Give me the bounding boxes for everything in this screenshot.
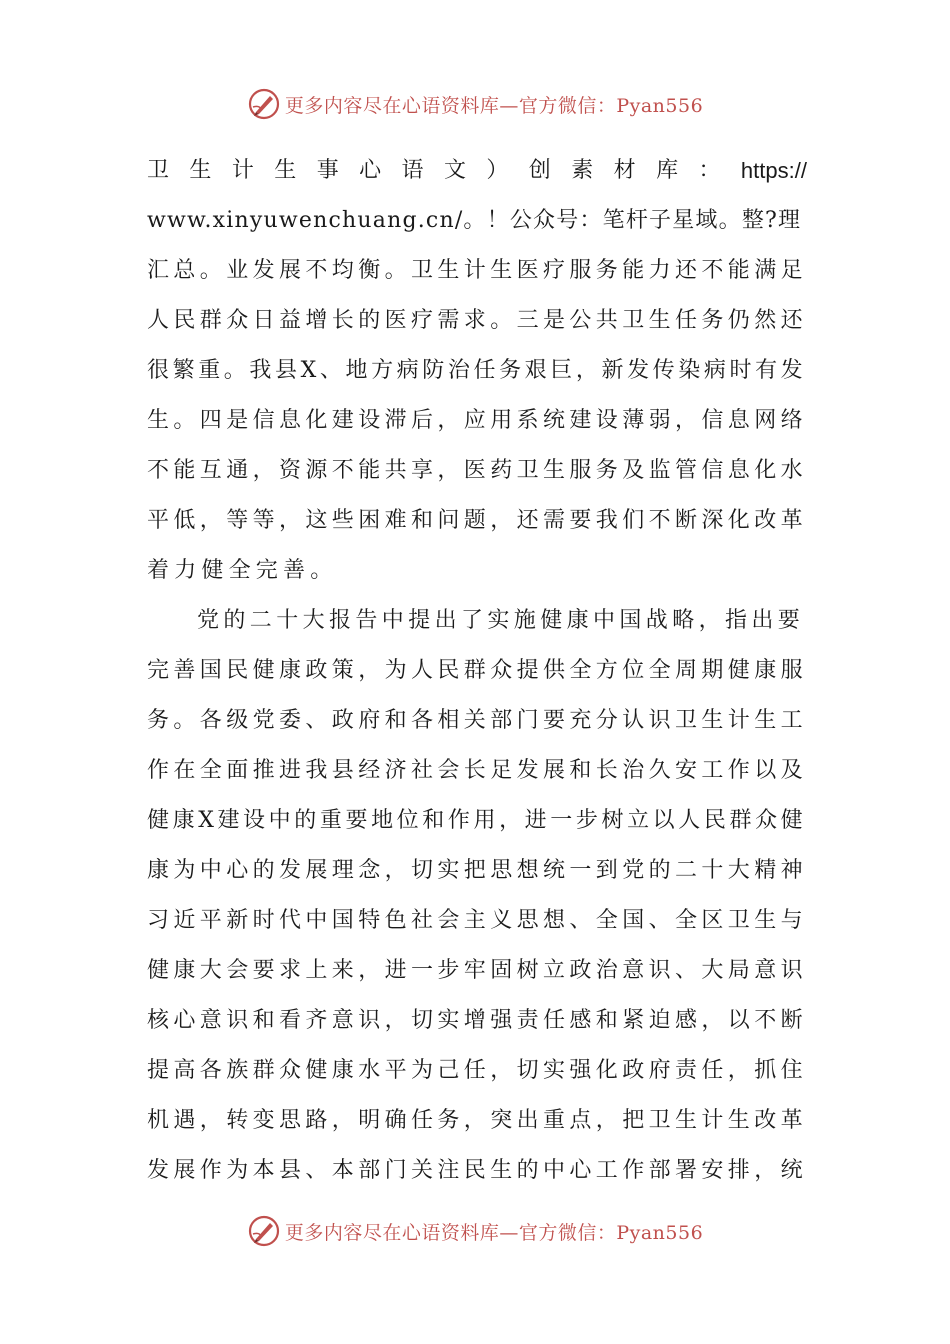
- url-fragment: https://: [740, 158, 807, 183]
- pen-logo-icon: [247, 87, 281, 121]
- text-char: 库: [656, 158, 679, 183]
- text-line: 健康大会要求上来，进一步牢固树立政治意识、大局意识: [147, 958, 807, 983]
- text-line: 生。四是信息化建设滞后，应用系统建设薄弱，信息网络: [147, 408, 807, 433]
- pen-logo-icon: [247, 1214, 281, 1248]
- banner-text: 更多内容尽在心语资料库—官方微信：Pyan556: [284, 94, 704, 117]
- text-line: www.xinyuwenchuang.cn/。！公众号：笔杆子星域。整?理: [147, 208, 802, 233]
- text-line: 完善国民健康政策，为人民群众提供全方位全周期健康服: [147, 658, 807, 683]
- text-line: 平低，等等，这些困难和问题，还需要我们不断深化改革: [147, 508, 807, 533]
- text-line: 很繁重。我县X、地方病防治任务艰巨，新发传染病时有发: [147, 358, 807, 383]
- text-line: 健康X建设中的重要地位和作用，进一步树立以人民群众健: [147, 808, 807, 833]
- text-line: 发展作为本县、本部门关注民生的中心工作部署安排，统: [147, 1158, 807, 1183]
- text-char: 心: [359, 158, 382, 183]
- text-line: 习近平新时代中国特色社会主义思想、全国、全区卫生与: [147, 908, 807, 933]
- text-line: 人民群众日益增长的医疗需求。三是公共卫生任务仍然还: [147, 308, 807, 333]
- banner-text: 更多内容尽在心语资料库—官方微信：Pyan556: [284, 1221, 704, 1244]
- text-char: 创: [528, 158, 551, 183]
- text-line: 着力健全完善。: [147, 558, 338, 583]
- text-char: 事: [316, 158, 339, 183]
- text-char: ）: [486, 158, 509, 183]
- text-line: 机遇，转变思路，明确任务，突出重点，把卫生计生改革: [147, 1108, 807, 1133]
- text-line: 不能互通，资源不能共享，医药卫生服务及监管信息化水: [147, 458, 807, 483]
- text-char: 语: [401, 158, 424, 183]
- text-line: 核心意识和看齐意识，切实增强责任感和紧迫感，以不断: [147, 1008, 807, 1033]
- text-char: 素: [571, 158, 594, 183]
- text-line: 作在全面推进我县经济社会长足发展和长治久安工作以及: [147, 758, 807, 783]
- document-body: [147, 146, 807, 1196]
- text-char: 计: [231, 158, 254, 183]
- text-char: 材: [613, 158, 636, 183]
- text-line: 汇总。业发展不均衡。卫生计生医疗服务能力还不能满足: [147, 258, 807, 283]
- text-char: 卫: [147, 158, 170, 183]
- text-char: 生: [189, 158, 212, 183]
- text-char: 生: [274, 158, 297, 183]
- text-line: 提高各族群众健康水平为己任，切实强化政府责任，抓住: [147, 1058, 807, 1083]
- paragraph-first-line: 党的二十大报告中提出了实施健康中国战略，指出要: [197, 608, 805, 633]
- text-char: ：: [698, 158, 721, 183]
- text-line: 务。各级党委、政府和各相关部门要充分认识卫生计生工: [147, 708, 807, 733]
- header-banner: [0, 84, 950, 124]
- text-line: 康为中心的发展理念，切实把思想统一到党的二十大精神: [147, 858, 807, 883]
- text-line-first: [147, 146, 807, 196]
- footer-banner: [0, 1211, 950, 1251]
- text-char: 文: [443, 158, 466, 183]
